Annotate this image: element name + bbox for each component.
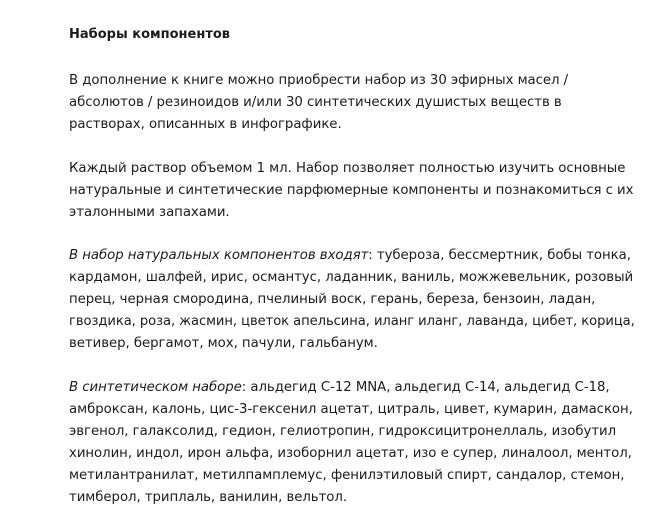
text-line: гвоздика, роза, жасмин, цветок апельсина, иланг иланг, лаванда, цибет, корица, (69, 314, 635, 330)
text-line (69, 377, 637, 399)
text-line: Каждый раствор объемом 1 мл. Набор позволяет полностью изучить основные (69, 160, 626, 176)
text-line: кардамон, шалфей, ирис, османтус, ладанник, ваниль, можжевельник, розовый (69, 270, 634, 286)
section-title: Наборы компонентов (69, 27, 231, 42)
text-line: тимберол, триплаль, ванилин, вельтол. (69, 489, 348, 505)
text-line: ветивер, бергамот, мох, пачули, гальбанум. (69, 336, 378, 352)
volume-paragraph (69, 158, 637, 224)
text-line: хинолин, индол, ирон альфа, изоборнил ацетат, изо е супер, линалоол, ментол, (69, 445, 632, 461)
natural-components-paragraph (69, 245, 637, 355)
text-line: абсолютов / резиноидов и/или 30 синтетических душистых веществ в (69, 94, 562, 110)
synthetic-components-paragraph (69, 377, 637, 508)
synthetic-lead: В синтетическом наборе (69, 379, 242, 395)
text-line: метилантранилат, метилпамплемус, фенилэтиловый спирт, сандалор, стемон, (69, 467, 625, 483)
text-line: В дополнение к книге можно приобрести набор из 30 эфирных масел / (69, 73, 569, 88)
text-line (69, 245, 637, 267)
text-line: эталонными запахами. (69, 204, 230, 220)
article-content (69, 26, 637, 530)
text-line: перец, черная смородина, пчелиный воск, герань, береза, бензоин, ладан, (69, 292, 596, 308)
text-line: растворах, описанных в инфографике. (69, 116, 342, 132)
text-line: амброксан, калонь, цис-3-гексенил ацетат, цитраль, цивет, кумарин, дамаскон, (69, 401, 633, 417)
synthetic-first-rest: : альдегид C-12 MNA, альдегид C-14, альдегид C-18, (241, 379, 610, 395)
natural-lead: В набор натуральных компонентов входят (69, 248, 369, 264)
text-line: натуральные и синтетические парфюмерные компоненты и познакомиться с их (69, 182, 634, 198)
intro-paragraph (69, 70, 637, 136)
text-line: эвгенол, галаксолид, гедион, гелиотропин, гидроксицитронеллаль, изобутил (69, 423, 617, 439)
natural-first-rest: : тубероза, бессмертник, бобы тонка, (368, 248, 631, 264)
